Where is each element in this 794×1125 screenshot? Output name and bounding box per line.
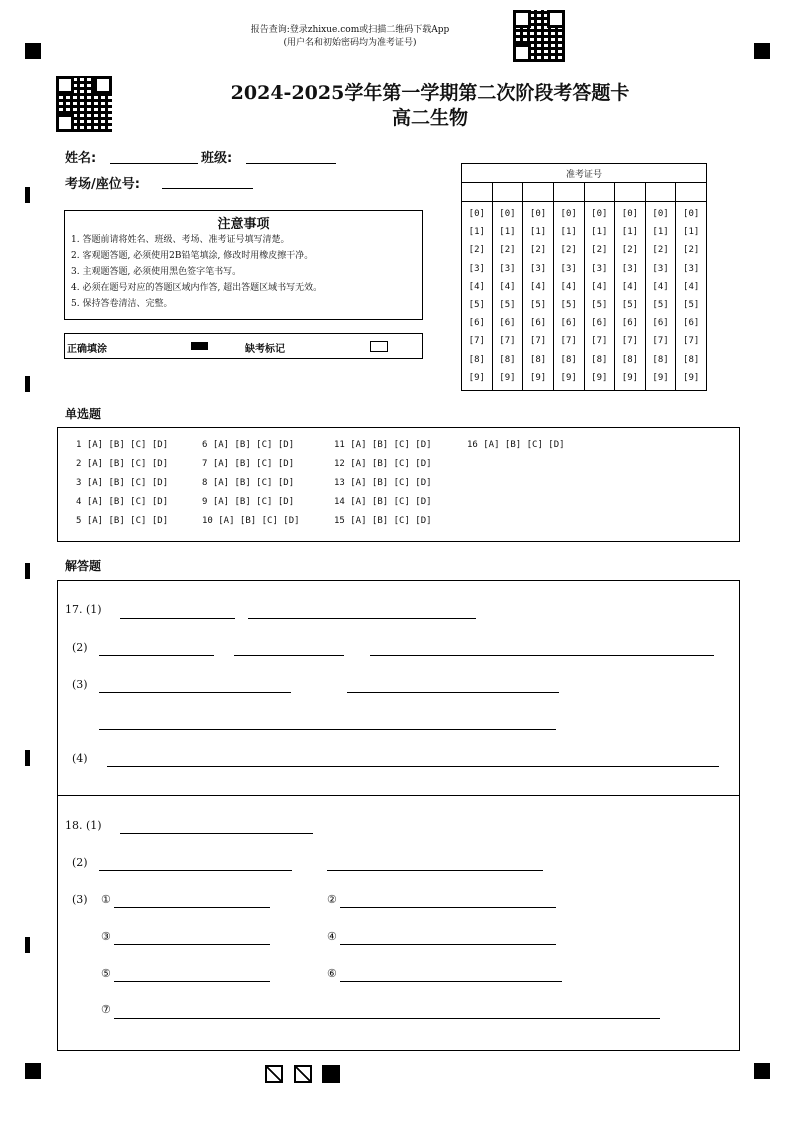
q18-answer-line[interactable]: [99, 870, 292, 871]
q18-circle-5: ⑤: [101, 967, 111, 980]
q18-circle-6: ⑥: [327, 967, 337, 980]
q17-box: [57, 580, 740, 796]
q17-part3-label: (3): [72, 678, 88, 691]
ticket-digit-option[interactable]: [6]: [560, 318, 577, 329]
ticket-digit-option[interactable]: [9]: [529, 372, 547, 383]
ticket-digit-option[interactable]: [4]: [529, 281, 547, 292]
q18-answer-line[interactable]: [340, 907, 556, 908]
ticket-digit-option[interactable]: [0]: [621, 209, 639, 219]
ticket-digit-option[interactable]: [3]: [652, 263, 669, 274]
ticket-digit-option[interactable]: [0]: [652, 209, 669, 219]
q18-circle-7: ⑦: [101, 1003, 111, 1016]
page-title: 2024-2025学年第一学期第二次阶段考答题卡: [230, 82, 630, 104]
ticket-digit-option[interactable]: [1]: [652, 227, 669, 238]
ticket-digit-option[interactable]: [8]: [683, 354, 700, 365]
ticket-digit-option[interactable]: [1]: [683, 227, 700, 238]
ticket-digit-option[interactable]: [2]: [468, 245, 485, 256]
ticket-digit-option[interactable]: [9]: [591, 372, 608, 383]
ticket-digit-option[interactable]: [6]: [591, 318, 608, 329]
q18-part3-label: (3): [72, 893, 88, 906]
q17-answer-line[interactable]: [248, 618, 476, 619]
mc-question-options[interactable]: 3 [A] [B] [C] [D]: [76, 478, 169, 488]
q18-part1-label: 18. (1): [65, 819, 102, 832]
ticket-digit-box[interactable]: [523, 183, 554, 202]
ticket-title: 准考证号: [462, 164, 707, 183]
q18-answer-line[interactable]: [327, 870, 543, 871]
answer-section-label: 解答题: [65, 559, 102, 573]
name-field[interactable]: [110, 163, 198, 164]
q17-answer-line[interactable]: [99, 692, 291, 693]
mc-question-options[interactable]: 9 [A] [B] [C] [D]: [202, 497, 295, 507]
ticket-digit-option[interactable]: [5]: [468, 300, 485, 311]
q18-part2-label: (2): [72, 856, 88, 869]
ticket-digit-option[interactable]: [2]: [529, 245, 547, 256]
ticket-digit-option[interactable]: [9]: [683, 372, 700, 383]
notice-item: 4. 必须在题号对应的答题区域内作答, 超出答题区域书写无效。: [71, 283, 323, 293]
side-mark: [25, 750, 30, 766]
mc-question-options[interactable]: 12 [A] [B] [C] [D]: [334, 459, 432, 469]
ticket-digit-option[interactable]: [3]: [683, 263, 700, 274]
corner-mark-top-right: [754, 43, 770, 59]
ticket-digit-option[interactable]: [7]: [683, 336, 700, 347]
room-seat-label: 考场/座位号:: [65, 177, 140, 192]
ticket-digit-option[interactable]: [9]: [621, 372, 639, 383]
absent-mark-label: 缺考标记: [245, 344, 285, 355]
ticket-digit-option[interactable]: [2]: [652, 245, 669, 256]
ticket-digit-option[interactable]: [4]: [499, 281, 516, 292]
notice-item: 3. 主观题答题, 必须使用黑色签字笔书写。: [71, 267, 242, 277]
fill-example-box: [64, 333, 423, 359]
ticket-number-grid: [461, 163, 707, 391]
absent-mark-checkbox[interactable]: [370, 341, 388, 352]
ticket-digit-option[interactable]: [0]: [468, 209, 485, 219]
ticket-digit-column: [584, 202, 615, 391]
ticket-digit-option[interactable]: [3]: [468, 263, 485, 274]
ticket-digit-option[interactable]: [6]: [621, 318, 639, 329]
ticket-digit-option[interactable]: [0]: [683, 209, 700, 219]
mc-question-options[interactable]: 1 [A] [B] [C] [D]: [76, 440, 169, 450]
ticket-digit-option[interactable]: [8]: [468, 354, 485, 365]
ticket-digit-option[interactable]: [4]: [560, 281, 577, 292]
notice-item: 1. 答题前请将姓名、班级、考场、准考证号填写清楚。: [71, 235, 290, 245]
mc-question-options[interactable]: 4 [A] [B] [C] [D]: [76, 497, 169, 507]
ticket-digit-option[interactable]: [6]: [468, 318, 485, 329]
ticket-digit-option[interactable]: [1]: [591, 227, 608, 238]
mc-box: [57, 427, 740, 542]
room-seat-field[interactable]: [162, 188, 253, 189]
q18-answer-line[interactable]: [114, 981, 270, 982]
ticket-digit-option[interactable]: [7]: [499, 336, 516, 347]
notice-item: 5. 保持答卷清洁、完整。: [71, 299, 173, 309]
q17-answer-line[interactable]: [347, 692, 559, 693]
ticket-digit-option[interactable]: [8]: [621, 354, 639, 365]
ticket-digit-option[interactable]: [8]: [499, 354, 516, 365]
ticket-digit-box[interactable]: [615, 183, 646, 202]
side-mark: [25, 563, 30, 579]
ticket-digit-option[interactable]: [1]: [468, 227, 485, 238]
ticket-digit-option[interactable]: [6]: [652, 318, 669, 329]
ticket-digit-column: [492, 202, 523, 391]
ticket-digit-box[interactable]: [462, 183, 493, 202]
q18-circle-2: ②: [327, 893, 337, 906]
ticket-digit-option[interactable]: [7]: [652, 336, 669, 347]
q17-answer-line[interactable]: [370, 655, 714, 656]
ticket-digit-option[interactable]: [7]: [560, 336, 577, 347]
q18-circle-1: ①: [101, 893, 111, 906]
ticket-digit-option[interactable]: [6]: [499, 318, 516, 329]
ticket-digit-column: [615, 202, 646, 391]
ticket-digit-option[interactable]: [4]: [652, 281, 669, 292]
qr-code-left: [56, 76, 112, 132]
ticket-digit-option[interactable]: [3]: [560, 263, 577, 274]
ticket-digit-option[interactable]: [9]: [652, 372, 669, 383]
mc-question-options[interactable]: 8 [A] [B] [C] [D]: [202, 478, 295, 488]
ticket-digit-option[interactable]: [4]: [591, 281, 608, 292]
q18-answer-line[interactable]: [114, 944, 270, 945]
ticket-digit-option[interactable]: [7]: [621, 336, 639, 347]
page-mark-hatched: [294, 1065, 312, 1083]
q18-circle-4: ④: [327, 930, 337, 943]
ticket-digit-option[interactable]: [3]: [529, 263, 547, 274]
page-mark-hatched: [265, 1065, 283, 1083]
ticket-digit-option[interactable]: [9]: [499, 372, 516, 383]
ticket-digit-option[interactable]: [5]: [621, 300, 639, 311]
notice-item: 2. 客观题答题, 必须使用2B铅笔填涂, 修改时用橡皮擦干净。: [71, 251, 314, 261]
ticket-digit-option[interactable]: [2]: [499, 245, 516, 256]
ticket-digit-option[interactable]: [1]: [621, 227, 639, 238]
ticket-digit-option[interactable]: [0]: [591, 209, 608, 219]
page-mark-solid: [322, 1065, 340, 1083]
ticket-digit-column: [676, 202, 707, 391]
ticket-digit-option[interactable]: [0]: [529, 209, 547, 219]
ticket-digit-option[interactable]: [6]: [683, 318, 700, 329]
q17-answer-line[interactable]: [107, 766, 719, 767]
ticket-digit-option[interactable]: [6]: [529, 318, 547, 329]
header-account-line: (用户名和初始密码均为准考证号): [283, 38, 417, 48]
mc-question-options[interactable]: 13 [A] [B] [C] [D]: [334, 478, 432, 488]
ticket-digit-option[interactable]: [7]: [591, 336, 608, 347]
ticket-digit-option[interactable]: [1]: [529, 227, 547, 238]
correct-fill-sample: [191, 342, 208, 350]
q17-part4-label: (4): [72, 752, 88, 765]
q17-part2-label: (2): [72, 641, 88, 654]
ticket-digit-option[interactable]: [4]: [683, 281, 700, 292]
ticket-digit-box[interactable]: [676, 183, 707, 202]
ticket-digit-option[interactable]: [8]: [652, 354, 669, 365]
q17-answer-line[interactable]: [120, 618, 235, 619]
ticket-digit-option[interactable]: [1]: [560, 227, 577, 238]
q17-part1-label: 17. (1): [65, 603, 102, 616]
mc-question-options[interactable]: 2 [A] [B] [C] [D]: [76, 459, 169, 469]
side-mark: [25, 376, 30, 392]
ticket-digit-option[interactable]: [2]: [683, 245, 700, 256]
ticket-digit-option[interactable]: [3]: [499, 263, 516, 274]
q18-answer-line[interactable]: [340, 944, 556, 945]
ticket-digit-box[interactable]: [553, 183, 584, 202]
correct-fill-label: 正确填涂: [67, 344, 107, 355]
q17-answer-line[interactable]: [99, 729, 556, 730]
qr-code-top: [513, 10, 565, 62]
ticket-digit-box[interactable]: [645, 183, 676, 202]
side-mark: [25, 937, 30, 953]
mc-question-options[interactable]: 6 [A] [B] [C] [D]: [202, 440, 295, 450]
corner-mark-bottom-right: [754, 1063, 770, 1079]
ticket-digit-option[interactable]: [4]: [468, 281, 485, 292]
side-mark: [25, 187, 30, 203]
class-field[interactable]: [246, 163, 336, 164]
ticket-digit-option[interactable]: [1]: [499, 227, 516, 238]
ticket-digit-option[interactable]: [8]: [591, 354, 608, 365]
ticket-digit-option[interactable]: [3]: [621, 263, 639, 274]
ticket-digit-option[interactable]: [2]: [621, 245, 639, 256]
notice-title: 注意事项: [217, 217, 270, 232]
ticket-digit-box[interactable]: [492, 183, 523, 202]
ticket-digit-column: [553, 202, 584, 391]
ticket-digit-column: [462, 202, 493, 391]
ticket-digit-option[interactable]: [9]: [560, 372, 577, 383]
ticket-digit-option[interactable]: [8]: [529, 354, 547, 365]
q18-answer-line[interactable]: [340, 981, 562, 982]
q18-answer-line[interactable]: [120, 833, 313, 834]
ticket-digit-option[interactable]: [5]: [560, 300, 577, 311]
ticket-digit-option[interactable]: [2]: [591, 245, 608, 256]
ticket-digit-option[interactable]: [7]: [529, 336, 547, 347]
page-subject: 高二生物: [391, 107, 468, 129]
ticket-digit-option[interactable]: [5]: [683, 300, 700, 311]
q18-box: [57, 795, 740, 1051]
class-label: 班级:: [201, 151, 233, 166]
mc-question-options[interactable]: 15 [A] [B] [C] [D]: [334, 516, 432, 526]
mc-question-options[interactable]: 7 [A] [B] [C] [D]: [202, 459, 295, 469]
name-label: 姓名:: [65, 151, 97, 166]
notice-box: [64, 210, 423, 320]
q18-circle-3: ③: [101, 930, 111, 943]
mc-question-options[interactable]: 14 [A] [B] [C] [D]: [334, 497, 432, 507]
q18-answer-line[interactable]: [114, 1018, 660, 1019]
q18-answer-line[interactable]: [114, 907, 270, 908]
q17-answer-line[interactable]: [99, 655, 214, 656]
mc-question-options[interactable]: 10 [A] [B] [C] [D]: [202, 516, 300, 526]
corner-mark-bottom-left: [25, 1063, 41, 1079]
ticket-digit-option[interactable]: [9]: [468, 372, 485, 383]
mc-question-options[interactable]: 11 [A] [B] [C] [D]: [334, 440, 432, 450]
header-query-line: 报告查询:登录zhixue.com或扫描二维码下载App: [250, 25, 450, 35]
ticket-digit-option[interactable]: [3]: [591, 263, 608, 274]
ticket-digit-option[interactable]: [0]: [499, 209, 516, 219]
mc-question-options[interactable]: 16 [A] [B] [C] [D]: [467, 440, 565, 450]
mc-question-options[interactable]: 5 [A] [B] [C] [D]: [76, 516, 169, 526]
ticket-digit-option[interactable]: [4]: [621, 281, 639, 292]
ticket-digit-option[interactable]: [7]: [468, 336, 485, 347]
q17-answer-line[interactable]: [234, 655, 344, 656]
ticket-digit-option[interactable]: [5]: [529, 300, 547, 311]
ticket-digit-column: [645, 202, 676, 391]
ticket-digit-option[interactable]: [5]: [652, 300, 669, 311]
mc-section-label: 单选题: [65, 407, 102, 421]
ticket-digit-box[interactable]: [584, 183, 615, 202]
ticket-digit-option[interactable]: [5]: [591, 300, 608, 311]
ticket-digit-option[interactable]: [2]: [560, 245, 577, 256]
ticket-digit-option[interactable]: [0]: [560, 209, 577, 219]
corner-mark-top-left: [25, 43, 41, 59]
ticket-digit-option[interactable]: [8]: [560, 354, 577, 365]
ticket-digit-column: [523, 202, 554, 391]
ticket-digit-option[interactable]: [5]: [499, 300, 516, 311]
